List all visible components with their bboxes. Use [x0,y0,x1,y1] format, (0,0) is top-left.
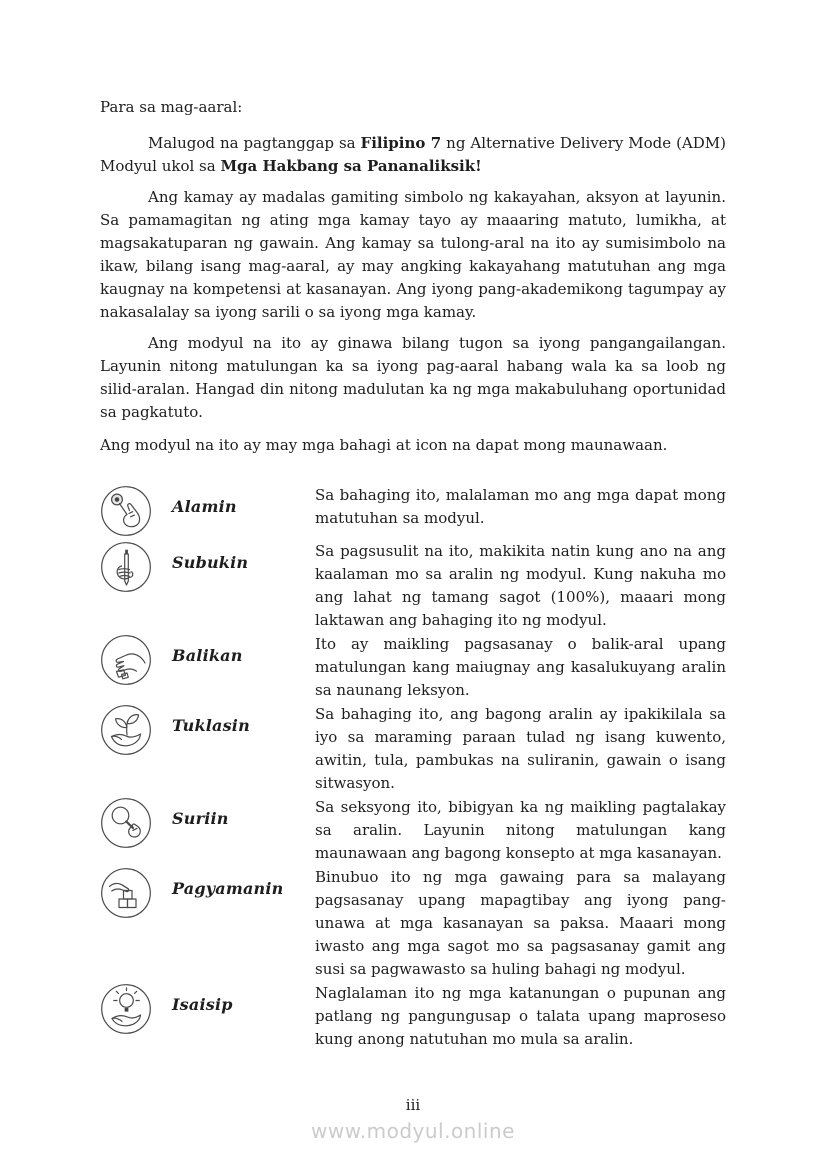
icon-table-row-alamin [100,484,726,539]
icon-label: Tuklasin [172,716,250,735]
hand-stacking-blocks-icon [100,866,172,919]
hand-symbolism-paragraph: Ang kamay ay madalas gamiting simbolo ng kakayahan, aksyon at layunin. Sa pamamagitan ng ating mga kamay tayo ay maaaring matuto, lumikha, at magsakatuparan ng gawain. Ang kamay sa tulong-aral na ito ay sumisimbolo na ikaw, bilang isang mag-aaral, ay may angking kakayahang matutuhan ang mga kaugnay na kompetensi at kasanayan. Ang iyong pang-akademikong tagumpay ay nakasalalay sa iyong sarili o sa iyong mga kamay. [100,188,726,321]
icon-label: Isaisip [172,995,233,1014]
icon-table-row-suriin [100,796,726,865]
icon-table-row-tuklasin [100,703,726,795]
icon-label: Balikan [172,646,243,665]
magnifying-glass-hand-icon [100,796,172,849]
hand-review-pages-icon [100,633,172,686]
icon-label: Pagyamanin [172,879,284,898]
icon-table-row-isaisip [100,982,726,1051]
icon-label: Subukin [172,553,249,572]
icon-table-intro: Ang modyul na ito ay may mga bahagi at icon na dapat mong maunawaan. [100,436,668,454]
icon-description: Sa seksyong ito, bibigyan ka ng maikling pagtalakay sa aralin. Layunin nitong matulungan kang maunawaan ang bagong konsepto at mga kasanayan. [315,798,726,862]
welcome-text-1: Malugod na pagtanggap sa [148,134,361,152]
icon-table-row-balikan [100,633,726,702]
icon-table-row-pagyamanin [100,866,726,981]
module-title: Mga Hakbang sa Pananaliksik! [220,157,482,175]
welcome-paragraph [100,132,726,178]
module-purpose-paragraph: Ang modyul na ito ay ginawa bilang tugon sa iyong pangangailangan. Layunin nitong matulungan ka sa iyong pag-aaral habang wala ka sa loob ng silid-aralan. Hangad din nitong madulutan ka ng mga makabuluhang oportunidad sa pagkatuto. [100,334,726,421]
icon-description: Sa bahaging ito, ang bagong aralin ay ipakikilala sa iyo sa maraming paraan tulad ng isang kuwento, awitin, tula, pambukas na suliranin, gawain o isang sitwasyon. [315,705,726,792]
subject-title: Filipino 7 [360,134,442,152]
page-number: iii [405,1096,421,1114]
hand-pressing-button-icon [100,484,172,537]
welcome-text-2: ng Alternative Delivery Mode (ADM) Modyul ukol sa [100,134,726,175]
icon-description: Ito ay maikling pagsasanay o balik-aral upang matulungan kang maiugnay ang kasalukuyang aralin sa naunang leksyon. [315,635,726,699]
icon-label: Suriin [172,809,229,828]
watermark-text: www.modyul.online [311,1119,515,1143]
salutation: Para sa mag-aaral: [100,98,243,116]
icon-description: Binubuo ito ng mga gawaing para sa malayang pagsasanay upang mapagtibay ang iyong pang-unawa at mga kasanayan sa paksa. Maaari mong iwasto ang mga sagot mo sa pagsasanay gamit ang susi sa pagwawasto sa huling bahagi ng modyul. [315,868,726,978]
hand-holding-pencil-icon [100,540,172,593]
icon-description: Sa bahaging ito, malalaman mo ang mga dapat mong matutuhan sa modyul. [315,486,726,527]
icon-description: Naglalaman ito ng mga katanungan o pupunan ang patlang ng pangungusap o talata upang maproseso kung anong natutuhan mo mula sa aralin. [315,984,726,1048]
icon-table-row-subukin [100,540,726,632]
hand-holding-sprout-icon [100,703,172,756]
hand-holding-lightbulb-icon [100,982,172,1035]
icon-label: Alamin [172,497,237,516]
icon-legend-table [100,484,726,1051]
icon-description: Sa pagsusulit na ito, makikita natin kung ano na ang kaalaman mo sa aralin ng modyul. Kung nakuha mo ang lahat ng tamang sagot (100%), maaari mong laktawan ang bahaging ito ng modyul. [315,542,726,629]
